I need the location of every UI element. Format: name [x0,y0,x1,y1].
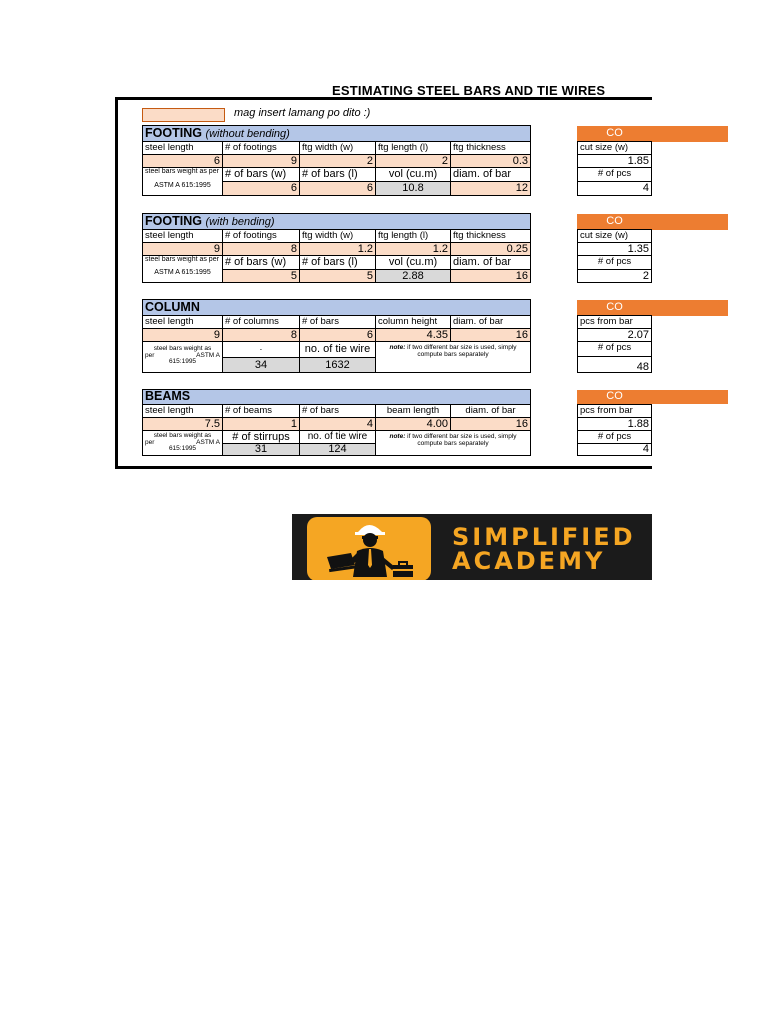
section-header-column [142,299,531,316]
spec-line: steel bars weight as per [145,168,219,175]
value-tie-wire: 1632 [299,357,376,373]
section-header-footing-with-bending [142,213,531,230]
co-header-extension [652,390,728,404]
spec-astm-label [142,430,223,456]
column-dot-cell: . [222,341,300,358]
input-steel-length[interactable]: 6 [142,154,223,168]
label-diam-bar: diam. of bar [450,255,531,270]
spec-line: ASTM A 615:1995 [154,182,211,189]
input-legend-text: mag insert lamang po dito :) [234,107,371,119]
side-label-num-pcs: # of pcs [577,255,652,270]
simplified-academy-logo [292,514,652,580]
note-text: if two different bar size is used, simply compute bars separately [407,433,517,447]
note-bold: note: [389,344,406,351]
label-diam-bar: diam. of bar [450,167,531,182]
side-label-pcs-from-bar: pcs from bar [577,315,652,329]
spec-astm-label [142,167,223,196]
side-value-pcs-from-bar: 1.88 [577,417,652,431]
note-text: if two different bar size is used, simply compute bars separately [407,344,517,358]
input-ftg-length[interactable]: 1.2 [375,242,451,256]
section-header-footing-without-bending [142,125,531,142]
label-volume: vol (cu.m) [375,255,451,270]
section-subtitle: (without bending) [205,128,290,140]
spec-line: ASTM A [196,351,220,359]
label-num-footings: # of footings [222,141,300,155]
side-label-pcs-from-bar: pcs from bar [577,404,652,418]
side-value-cut-size: 1.85 [577,154,652,168]
value-column-calc1: 34 [222,357,300,373]
section-title: FOOTING [145,126,202,140]
label-ftg-thickness: ftg thickness [450,141,531,155]
side-value-num-pcs: 4 [577,443,652,456]
label-num-stirrups: # of stirrups [222,430,300,444]
input-legend-swatch [142,108,225,122]
label-bars-w: # of bars (w) [222,167,300,182]
input-beam-length[interactable]: 4.00 [375,417,451,431]
input-diam-bar[interactable]: 16 [450,328,531,342]
input-ftg-width[interactable]: 2 [299,154,376,168]
input-column-height[interactable]: 4.35 [375,328,451,342]
section-title: BEAMS [145,389,191,403]
value-bars-l[interactable]: 6 [299,181,376,196]
spec-line: ASTM A [196,438,220,446]
side-label-cut-size: cut size (w) [577,229,652,243]
spec-line: per [145,438,155,446]
co-header-extension [652,214,728,230]
spec-line: steel bars weight as [153,345,212,352]
input-diam-bar[interactable]: 16 [450,269,531,283]
value-stirrups: 31 [222,443,300,456]
beams-note [375,430,531,456]
input-steel-length[interactable]: 7.5 [142,417,223,431]
label-steel-length: steel length [142,404,223,418]
side-label-cut-size: cut size (w) [577,141,652,155]
label-ftg-thickness: ftg thickness [450,229,531,243]
spec-line: steel bars weight as per [145,256,219,263]
input-num-footings[interactable]: 9 [222,154,300,168]
value-tie-wire: 124 [299,443,376,456]
value-volume: 2.88 [375,269,451,283]
spec-line: ASTM A 615:1995 [154,269,211,276]
side-label-num-pcs: # of pcs [577,341,652,357]
spec-astm-label [142,341,223,373]
spec-line: 615:1995 [168,445,197,452]
input-num-footings[interactable]: 8 [222,242,300,256]
input-diam-bar[interactable]: 16 [450,417,531,431]
label-bars-l: # of bars (l) [299,255,376,270]
label-num-bars: # of bars [299,315,376,329]
co-header: CO [577,390,652,404]
note-bold: note: [389,433,406,440]
label-column-height: column height [375,315,451,329]
label-volume: vol (cu.m) [375,167,451,182]
co-header: CO [577,300,652,316]
side-label-num-pcs: # of pcs [577,167,652,182]
input-ftg-thickness[interactable]: 0.3 [450,154,531,168]
value-volume: 10.8 [375,181,451,196]
co-header: CO [577,126,652,142]
label-ftg-length: ftg length (l) [375,141,451,155]
co-header-extension [652,300,728,316]
logo-text-line2: ACADEMY [452,547,606,575]
label-diam-bar: diam. of bar [450,404,531,418]
column-note [375,341,531,373]
label-num-beams: # of beams [222,404,300,418]
section-subtitle: (with bending) [205,216,275,228]
co-header: CO [577,214,652,230]
co-header-extension [652,126,728,142]
side-value-pcs-from-bar: 2.07 [577,328,652,342]
page-title: ESTIMATING STEEL BARS AND TIE WIRES [332,83,606,98]
section-title: FOOTING [145,214,202,228]
label-steel-length: steel length [142,229,223,243]
input-num-beams[interactable]: 1 [222,417,300,431]
spec-line: steel bars weight as [153,432,212,439]
spec-line: per [145,351,155,359]
label-tie-wire: no. of tie wire [299,341,376,358]
input-num-bars[interactable]: 4 [299,417,376,431]
label-num-bars: # of bars [299,404,376,418]
label-diam-bar: diam. of bar [450,315,531,329]
input-steel-length[interactable]: 9 [142,242,223,256]
value-bars-l[interactable]: 5 [299,269,376,283]
input-diam-bar[interactable]: 12 [450,181,531,196]
value-bars-w[interactable]: 6 [222,181,300,196]
spec-line: 615:1995 [168,358,197,365]
input-ftg-width[interactable]: 1.2 [299,242,376,256]
value-bars-w[interactable]: 5 [222,269,300,283]
side-value-num-pcs: 4 [577,181,652,196]
section-title: COLUMN [145,300,200,314]
engineer-with-laptop-icon [307,517,431,580]
input-ftg-length[interactable]: 2 [375,154,451,168]
label-bars-l: # of bars (l) [299,167,376,182]
label-ftg-length: ftg length (l) [375,229,451,243]
label-ftg-width: ftg width (w) [299,229,376,243]
input-num-columns[interactable]: 8 [222,328,300,342]
label-num-footings: # of footings [222,229,300,243]
label-steel-length: steel length [142,141,223,155]
label-steel-length: steel length [142,315,223,329]
label-bars-w: # of bars (w) [222,255,300,270]
label-tie-wire: no. of tie wire [299,430,376,444]
logo-badge [307,517,431,580]
section-header-beams [142,389,531,405]
label-num-columns: # of columns [222,315,300,329]
label-beam-length: beam length [375,404,451,418]
side-label-num-pcs: # of pcs [577,430,652,444]
spec-astm-label [142,255,223,283]
input-steel-length[interactable]: 9 [142,328,223,342]
logo-text-line1: SIMPLIFIED [452,523,636,551]
side-value-num-pcs: 2 [577,269,652,283]
label-ftg-width: ftg width (w) [299,141,376,155]
side-value-num-pcs: 48 [577,356,652,373]
input-num-bars[interactable]: 6 [299,328,376,342]
input-ftg-thickness[interactable]: 0.25 [450,242,531,256]
side-value-cut-size: 1.35 [577,242,652,256]
